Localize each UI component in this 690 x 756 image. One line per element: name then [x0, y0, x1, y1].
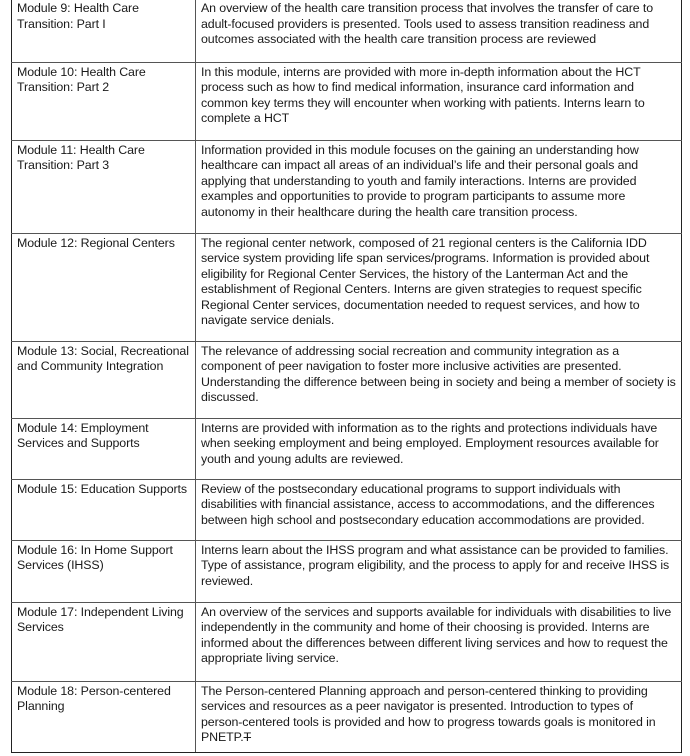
table-row	[12, 479, 682, 540]
table-row	[12, 233, 682, 341]
module-name-cell: Module 13: Social, Recreational and Community Integration	[12, 341, 196, 418]
table-row	[12, 602, 682, 681]
module-description-cell: Interns are provided with information as to the rights and protections individuals have when seeking employment and being employed. Employment resources available for youth and young adults are reviewed.	[196, 418, 682, 479]
module-description-cell: The regional center network, composed of 21 regional centers is the California IDD service system providing life span services/programs. Information is provided about eligibility for Regional Center Services, the history of the Lanterman Act and the establishment of Regional Centers. Interns are given strategies to request specific Regional Center services, documentation needed to request services, and how to navigate service denials.	[196, 233, 682, 341]
module-description-text: The Person-centered Planning approach and person-centered thinking to providing services and resources as a peer navigator is presented. Introduction to types of person-centered tools is provided and how to progress towards goals is monitored in PNETP.	[201, 683, 656, 745]
table-row	[12, 540, 682, 602]
module-name-cell: Module 16: In Home Support Services (IHSS)	[12, 540, 196, 602]
table-row	[12, 681, 682, 752]
module-description-cell: Review of the postsecondary educational programs to support individuals with disabilities with financial assistance, access to accommodations, and the differences between high school and postsecondary education accommodations are provided.	[196, 479, 682, 540]
module-description-cell	[196, 681, 682, 752]
module-name-cell: Module 12: Regional Centers	[12, 233, 196, 341]
module-name-cell: Module 9: Health Care Transition: Part I	[12, 0, 196, 62]
module-description-cell: An overview of the health care transition process that involves the transfer of care to adult-focused providers is presented. Tools used to assess transition readiness and outcomes associated with the health care transition process are reviewed	[196, 0, 682, 62]
struck-out-text: T	[243, 730, 252, 745]
table-row	[12, 140, 682, 233]
table-row	[12, 62, 682, 140]
table-row	[12, 418, 682, 479]
module-description-cell: Information provided in this module focuses on the gaining an understanding how healthcare can impact all areas of an individual’s life and their personal goals and applying that understanding to youth and family interactions. Interns are provided examples and opportunities to provide to program participants to assume more autonomy in their healthcare during the health care transition process.	[196, 140, 682, 233]
module-name-cell: Module 17: Independent Living Services	[12, 602, 196, 681]
table-row	[12, 0, 682, 62]
module-description-cell: An overview of the services and supports available for individuals with disabilities to live independently in the community and home of their choosing is provided. Interns are informed about the differences between different living services and how to request the appropriate living service.	[196, 602, 682, 681]
module-name-cell: Module 18: Person-centered Planning	[12, 681, 196, 752]
module-name-cell: Module 10: Health Care Transition: Part 2	[12, 62, 196, 140]
module-name-cell: Module 15: Education Supports	[12, 479, 196, 540]
module-description-cell: Interns learn about the IHSS program and what assistance can be provided to families. Type of assistance, program eligibility, and the process to apply for and receive IHSS is reviewed.	[196, 540, 682, 602]
module-name-cell: Module 14: Employment Services and Supports	[12, 418, 196, 479]
table-row	[12, 341, 682, 418]
module-name-cell: Module 11: Health Care Transition: Part 3	[12, 140, 196, 233]
module-table	[11, 0, 682, 753]
module-description-cell: In this module, interns are provided with more in-depth information about the HCT process such as how to find medical information, insurance card information and common key terms they will encounter when working with patients. Interns learn to complete a HCT	[196, 62, 682, 140]
module-description-cell: The relevance of addressing social recreation and community integration as a component of peer navigation to foster more inclusive activities are presented. Understanding the difference between being in society and being a member of society is discussed.	[196, 341, 682, 418]
